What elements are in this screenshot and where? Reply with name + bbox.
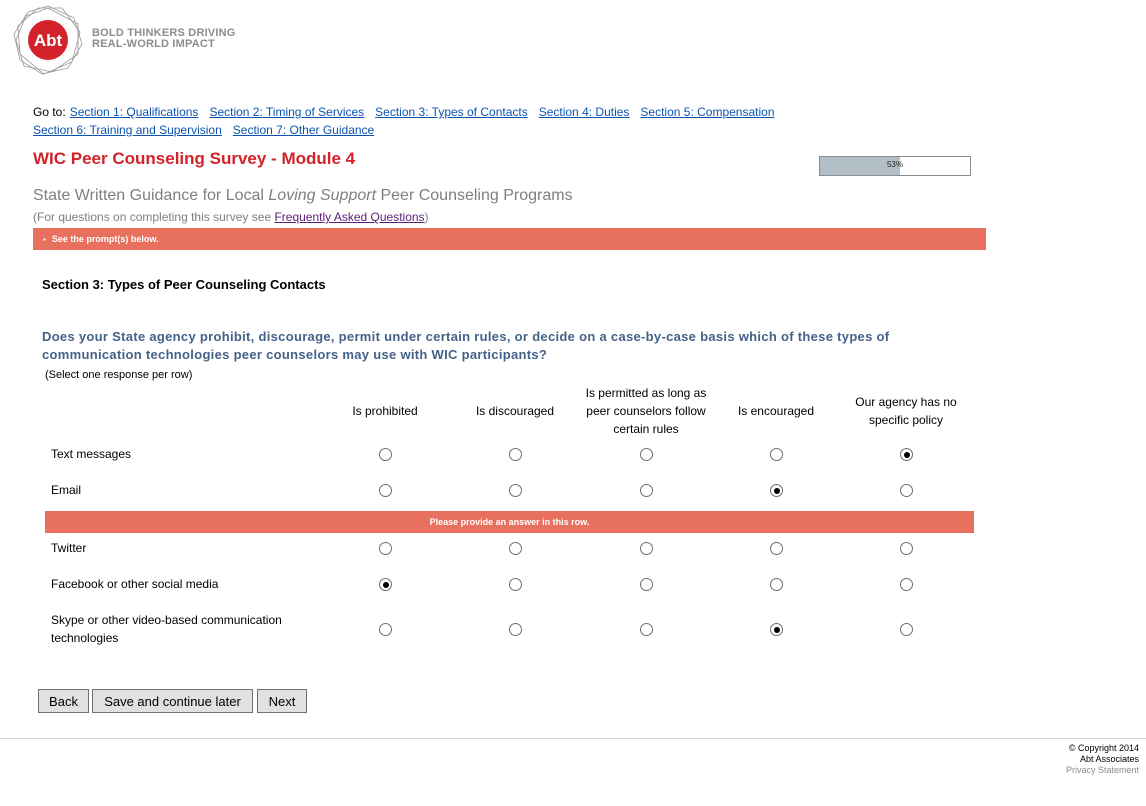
save-continue-later-button[interactable]: Save and continue later <box>92 689 253 713</box>
radio-text-messages-prohibited[interactable] <box>379 448 392 461</box>
privacy-statement-link[interactable]: Privacy Statement <box>1065 765 1139 775</box>
nav-link-section-7[interactable]: Section 7: Other Guidance <box>232 123 375 137</box>
page-title: WIC Peer Counseling Survey - Module 4 <box>33 149 356 168</box>
question-text: Does your State agency prohibit, discourage, permit under certain rules, or decide on a case-by-case basis which of these types of communication technologies peer counselors may use with WIC participants? <box>42 329 890 362</box>
section-nav <box>33 103 833 139</box>
section-title: Section 3: Types of Peer Counseling Contacts <box>42 277 326 292</box>
nav-link-section-4[interactable]: Section 4: Duties <box>538 105 630 119</box>
column-header-discouraged: Is discouraged <box>475 404 555 418</box>
radio-email-no-policy[interactable] <box>900 484 913 497</box>
radio-facebook-permitted[interactable] <box>640 578 653 591</box>
row-label-facebook: Facebook or other social media <box>51 577 219 591</box>
nav-link-section-3[interactable]: Section 3: Types of Contacts <box>375 105 528 119</box>
back-button[interactable]: Back <box>38 689 89 713</box>
radio-skype-prohibited[interactable] <box>379 623 392 636</box>
logo-tagline: BOLD THINKERS DRIVING REAL-WORLD IMPACT <box>92 27 236 50</box>
row-label-skype: Skype or other video-based communication technologies <box>51 613 282 645</box>
radio-twitter-prohibited[interactable] <box>379 542 392 555</box>
row-label-email: Email <box>51 483 82 497</box>
radio-facebook-no-policy[interactable] <box>900 578 913 591</box>
radio-skype-encouraged[interactable] <box>770 623 783 636</box>
question-instruction: (Select one response per row) <box>45 369 193 381</box>
radio-twitter-no-policy[interactable] <box>900 542 913 555</box>
radio-skype-no-policy[interactable] <box>900 623 913 636</box>
radio-text-messages-no-policy[interactable] <box>900 448 913 461</box>
column-header-no-policy: Our agency has no specific policy <box>855 395 957 427</box>
nav-link-section-6[interactable]: Section 6: Training and Supervision <box>33 123 222 137</box>
radio-facebook-encouraged[interactable] <box>770 578 783 591</box>
radio-text-messages-permitted[interactable] <box>640 448 653 461</box>
response-matrix <box>45 383 975 653</box>
radio-twitter-permitted[interactable] <box>640 542 653 555</box>
radio-email-discouraged[interactable] <box>509 484 522 497</box>
row-error-twitter: Please provide an answer in this row. <box>45 511 974 533</box>
column-header-prohibited: Is prohibited <box>352 404 418 418</box>
company-name: Abt Associates <box>1079 754 1139 764</box>
radio-facebook-prohibited[interactable] <box>379 578 392 591</box>
progress-bar <box>819 156 971 176</box>
radio-email-encouraged[interactable] <box>770 484 783 497</box>
copyright-text: © Copyright 2014 <box>1068 743 1139 753</box>
radio-twitter-discouraged[interactable] <box>509 542 522 555</box>
abt-logo <box>12 4 242 76</box>
radio-text-messages-encouraged[interactable] <box>770 448 783 461</box>
faq-link[interactable]: Frequently Asked Questions <box>274 210 425 224</box>
nav-link-section-2[interactable]: Section 2: Timing of Services <box>209 105 365 119</box>
column-header-encouraged: Is encouraged <box>737 404 815 418</box>
radio-text-messages-discouraged[interactable] <box>509 448 522 461</box>
radio-facebook-discouraged[interactable] <box>509 578 522 591</box>
abt-seal-logo <box>12 4 84 76</box>
page-subtitle: State Written Guidance for Local Loving Support Peer Counseling Programs <box>33 187 573 204</box>
footer-divider <box>0 738 1146 739</box>
error-summary-text: See the prompt(s) below. <box>51 234 159 244</box>
column-header-permitted: Is permitted as long as peer counselors follow certain rules <box>585 386 707 436</box>
radio-email-prohibited[interactable] <box>379 484 392 497</box>
progress-label: 53% <box>886 160 903 169</box>
row-label-text-messages: Text messages <box>51 447 132 461</box>
error-summary-bar <box>33 228 986 250</box>
radio-skype-permitted[interactable] <box>640 623 653 636</box>
radio-skype-discouraged[interactable] <box>509 623 522 636</box>
faq-note: (For questions on completing this survey see Frequently Asked Questions) <box>33 210 429 224</box>
nav-label: Go to: <box>33 105 66 119</box>
nav-link-section-1[interactable]: Section 1: Qualifications <box>69 105 199 119</box>
radio-email-permitted[interactable] <box>640 484 653 497</box>
next-button[interactable]: Next <box>257 689 307 713</box>
nav-link-section-5[interactable]: Section 5: Compensation <box>640 105 775 119</box>
row-label-twitter: Twitter <box>51 541 87 555</box>
radio-twitter-encouraged[interactable] <box>770 542 783 555</box>
bullet-icon: ▪ <box>43 235 46 244</box>
footer <box>1066 743 1139 776</box>
svg-text:Abt: Abt <box>33 31 63 50</box>
